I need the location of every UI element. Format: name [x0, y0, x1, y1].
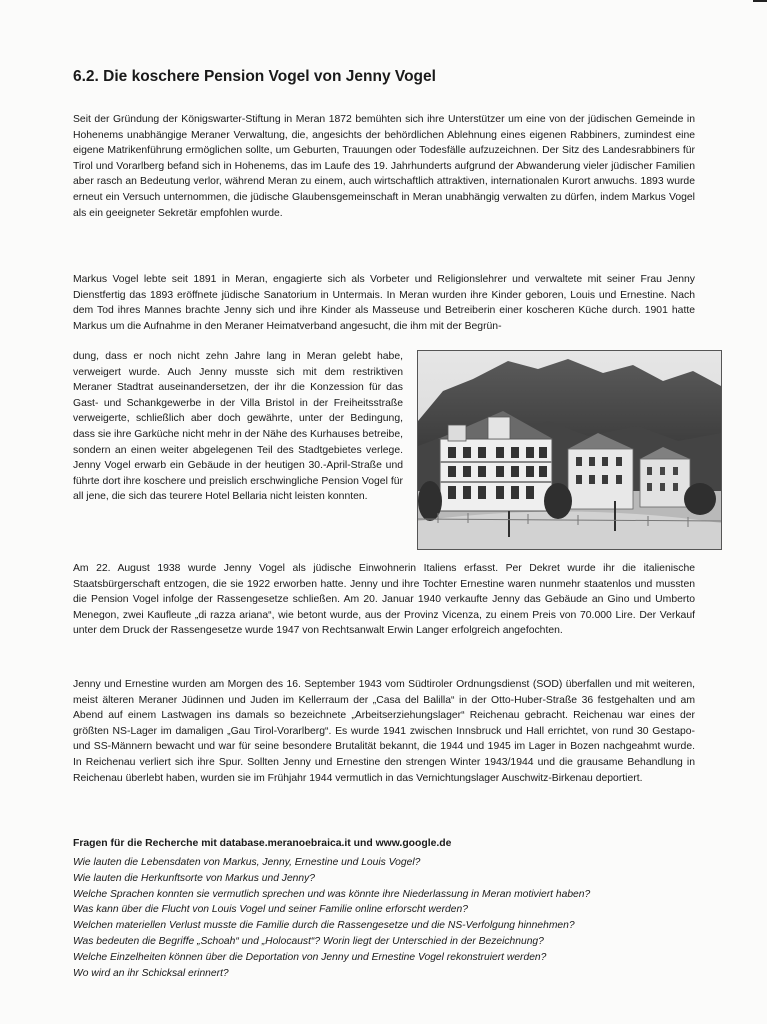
questions-list — [73, 855, 713, 981]
paragraph-foundation: Seit der Gründung der Königswarter-Stiftung in Meran 1872 bemühten sich ihre Unterstützer um eine von der jüdischen Gemeinde in Hohenems unabhängige Meraner Verwaltung, die, angesichts der behördlichen Ablehnung eines eigenen Rabbiners, zumindest eine eigene Matrikenführung ermöglichen sollte, um Geburten, Trauungen oder Todesfälle aufzuzeichnen. Der Sitz des Landesrabbiners für Tirol und Vorarlberg befand sich in Hohenems, das im Laufe des 19. Jahrhunderts aufgrund der Abwanderung vieler jüdischer Familien aber rasch an Bedeutung verlor, während Meran zu einem, auch wirtschaftlich attraktiven, internationalen Kurort anwuchs. 1893 wurde erneut ein Versuch unternommen, die jüdische Glaubensgemeinschaft in Meran unabhängig verwalten zu dürfen, indem Markus Vogel als ein geeigneter Sekretär empfohlen wurde. — [73, 114, 695, 219]
paragraph-jenny-vogel: dung, dass er noch nicht zehn Jahre lang in Meran gelebt habe, verweigert wurde. Auch Jenny musste sich mit dem restriktiven Meraner Stadtrat auseinandersetzen, der ihr die Konzession für das Gast- und Schankgewerbe in der Villa Bristol in der Freiheitsstraße verweigerte, schließlich aber doch gewährte, unter der Bedingung, dass sie ihre Garküche nicht mehr in der Nähe des Kurhauses betreibe, sondern an einen weiter abgelegenen Teil des Stadtgebietes verlege. Jenny Vogel erwarb ein Gebäude in der heutigen 30.-April-Straße und führte dort ihre koschere und preislich erschwingliche Pension Vogel für all jene, die sich das teurere Hotel Bellaria nicht leisten konnten. — [73, 351, 403, 503]
question-item: Welchen materiellen Verlust musste die Familie durch die Rassengesetze und die NS-Verfolgung hinnehmen? — [73, 920, 575, 932]
paragraph-1938-racial-laws: Am 22. August 1938 wurde Jenny Vogel als jüdische Einwohnerin Italiens erfasst. Per Dekret wurde ihr die italienische Staatsbürgerschaft entzogen, die sie 1922 erworben hatte. Jenny und ihre Tochter Ernestine waren nunmehr staatenlos und mussten die Pension Vogel infolge der Rassengesetze schließen. Am 20. Januar 1940 verkaufte Jenny das Gebäude an Gino und Umberto Menegon, zwei Kaufleute „di razza ariana“, wie betont wurde, aus der Provinz Vicenza, zu einem Preis von 70.000 Lire. Der Verkauf unter dem Druck der Rassengesetze wurde 1947 von Rechtsanwalt Erwin Langer erfolgreich angefochten. — [73, 563, 695, 637]
question-item: Wie lauten die Herkunftsorte von Markus und Jenny? — [73, 872, 316, 884]
question-item: Was bedeuten die Begriffe „Schoah“ und „Holocaust“? Worin liegt der Unterschied in der Bezeichnung? — [73, 935, 544, 947]
paragraph-deportation: Jenny und Ernestine wurden am Morgen des 16. September 1943 vom Südtiroler Ordnungsdienst (SOD) überfallen und mit weiteren, meist älteren Meraner Jüdinnen und Juden im Kellerraum der „Casa del Balilla“ in der Otto-Huber-Straße 36 festgehalten und am Abend auf einem Lastwagen ins damals so bezeichnete „Arbeitserziehungslager“ Reichenau gebracht. Reichenau war eines der größten NS-Lager im damaligen „Gau Tirol-Vorarlberg“. Es wurde 1941 zwischen Innsbruck und Hall errichtet, von rund 30 Gestapo- und SS-Männern bewacht und war für seine besondere Brutalität bekannt, die 1944 und 1945 im Lager in Bozen nachgeahmt wurde. In Reichenau verliert sich ihre Spur. Sollten Jenny und Ernestine den strengen Winter 1943/1944 und die grausame Behandlung in Reichenau überlebt haben, wurden sie im Frühjahr 1944 vermutlich in das Vernichtungslager Auschwitz-Birkenau deportiert. — [73, 679, 695, 784]
questions-heading: Fragen für die Recherche mit database.meranoebraica.it und www.google.de — [73, 838, 452, 849]
section-heading: 6.2. Die koschere Pension Vogel von Jenny Vogel — [73, 68, 436, 85]
question-item: Welche Sprachen konnten sie vermutlich sprechen und was könnte ihre Niederlassung in Meran motiviert haben? — [73, 888, 591, 900]
historic-photo-pension-vogel — [417, 350, 722, 550]
scan-mark — [753, 0, 767, 2]
question-item: Was kann über die Flucht von Louis Vogel und seiner Familie online erforscht werden? — [73, 904, 468, 916]
question-item: Wie lauten die Lebensdaten von Markus, Jenny, Ernestine und Louis Vogel? — [73, 857, 421, 868]
photo-illustration — [418, 351, 721, 549]
question-item: Wo wird an ihr Schicksal erinnert? — [73, 967, 229, 979]
question-item: Welche Einzelheiten können über die Deportation von Jenny und Ernestine Vogel rekonstruiert werden? — [73, 951, 547, 963]
paragraph-markus-vogel: Markus Vogel lebte seit 1891 in Meran, engagierte sich als Vorbeter und Religionslehrer und verwaltete mit seiner Frau Jenny Dienstfertig das 1893 eröffnete jüdische Sanatorium in Untermais. In Meran wurden ihre Kinder geboren, Louis und Ernestine. Nach dem Tod ihres Mannes brachte Jenny sich und ihre Kinder als Masseuse und Betreiberin einer koscheren Küche durch. 1901 hatte Markus um die Aufnahme in den Meraner Heimatverband angesucht, die ihm mit der Begrün- — [73, 274, 695, 332]
